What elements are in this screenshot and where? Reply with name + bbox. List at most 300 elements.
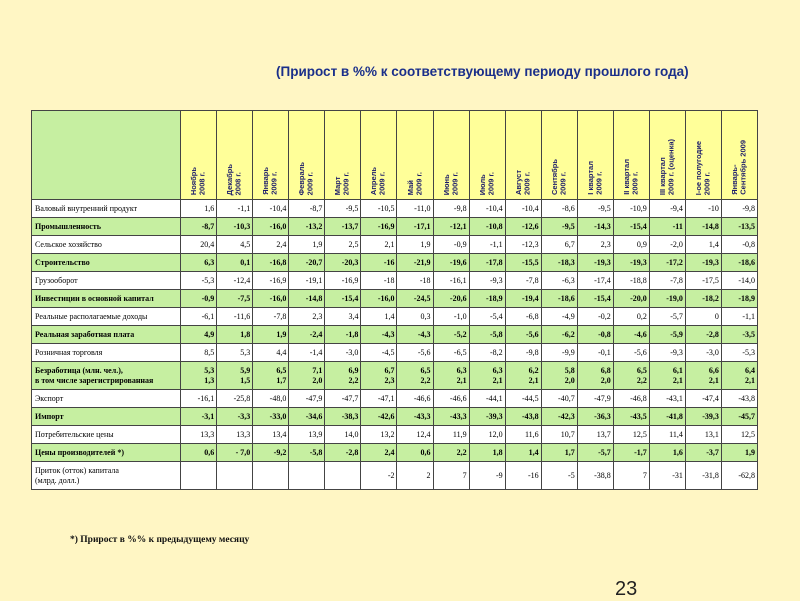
- table-row: [32, 390, 758, 408]
- table-cell: -19,1: [289, 272, 325, 290]
- column-header-label: I квартал 2009 г.: [585, 161, 604, 195]
- column-header-label: Ноябрь 2008 г.: [189, 166, 207, 195]
- table-cell: -39,3: [469, 408, 505, 426]
- table-cell: -10,4: [253, 200, 289, 218]
- table-cell: -0,2: [577, 308, 613, 326]
- table-cell: 6,6 2,1: [685, 362, 721, 390]
- table-cell: -46,6: [433, 390, 469, 408]
- table-cell: [289, 462, 325, 490]
- table-cell: -3,5: [721, 326, 757, 344]
- table-cell: 6,5 2,2: [613, 362, 649, 390]
- table-cell: -11,6: [217, 308, 253, 326]
- table-cell: -43,3: [397, 408, 433, 426]
- table-cell: 4,9: [181, 326, 217, 344]
- table-cell: 2,3: [577, 236, 613, 254]
- table-cell: -19,0: [649, 290, 685, 308]
- column-header-label: Январь 2009 г.: [261, 167, 279, 195]
- table-cell: -45,7: [721, 408, 757, 426]
- table-cell: 10,7: [541, 426, 577, 444]
- table-cell: -14,0: [721, 272, 757, 290]
- table-cell: 20,4: [181, 236, 217, 254]
- table-cell: -1,1: [217, 200, 253, 218]
- table-cell: -8,7: [289, 200, 325, 218]
- table-row: [32, 254, 758, 272]
- table-cell: 1,4: [361, 308, 397, 326]
- table-cell: 13,3: [217, 426, 253, 444]
- table-cell: -9,5: [325, 200, 361, 218]
- table-cell: -8,7: [181, 218, 217, 236]
- table-cell: -0,1: [577, 344, 613, 362]
- row-label: Приток (отток) капитала (млрд. долл.): [32, 462, 181, 490]
- row-label: Промышленность: [32, 218, 181, 236]
- table-cell: -47,9: [577, 390, 613, 408]
- table-row: [32, 408, 758, 426]
- column-header: [613, 111, 649, 200]
- table-cell: 4,5: [217, 236, 253, 254]
- row-label: Импорт: [32, 408, 181, 426]
- table-row: [32, 344, 758, 362]
- table-cell: -48,0: [253, 390, 289, 408]
- column-header: [685, 111, 721, 200]
- table-cell: -3,7: [685, 444, 721, 462]
- table-cell: -12,6: [505, 218, 541, 236]
- table-cell: -17,5: [685, 272, 721, 290]
- row-label: Сельское хозяйство: [32, 236, 181, 254]
- table-cell: 0,6: [181, 444, 217, 462]
- table-cell: -19,6: [433, 254, 469, 272]
- row-label: Инвестиции в основной капитал: [32, 290, 181, 308]
- header-corner: [32, 111, 181, 200]
- table-cell: 1,8: [217, 326, 253, 344]
- column-header: [325, 111, 361, 200]
- table-cell: -47,9: [289, 390, 325, 408]
- table-cell: -9,2: [253, 444, 289, 462]
- row-label: Цены производителей *): [32, 444, 181, 462]
- table-cell: -40,7: [541, 390, 577, 408]
- footnote: *) Прирост в %% к предыдущему месяцу: [70, 535, 250, 545]
- table-cell: -9,9: [541, 344, 577, 362]
- table-cell: 12,5: [613, 426, 649, 444]
- table-cell: -1,0: [433, 308, 469, 326]
- table-cell: 6,5 1,7: [253, 362, 289, 390]
- column-header-label: Апрель 2009 г.: [369, 166, 387, 195]
- table-cell: -0,9: [433, 236, 469, 254]
- column-header-label: Август 2009 г.: [513, 170, 532, 195]
- table-cell: 11,9: [433, 426, 469, 444]
- table-cell: 0,1: [217, 254, 253, 272]
- table-cell: 7: [433, 462, 469, 490]
- table-cell: 1,9: [289, 236, 325, 254]
- table-cell: -47,7: [325, 390, 361, 408]
- column-header-label: Январь- Сентябрь 2009: [729, 140, 748, 195]
- page-number: 23: [615, 578, 638, 600]
- table-cell: -16: [361, 254, 397, 272]
- table-cell: -9,3: [649, 344, 685, 362]
- table-cell: -18,8: [613, 272, 649, 290]
- column-header-label: Сентябрь 2009 г.: [549, 159, 568, 195]
- table-cell: -20,0: [613, 290, 649, 308]
- row-label: Экспорт: [32, 390, 181, 408]
- column-header: [577, 111, 613, 200]
- table-cell: -36,3: [577, 408, 613, 426]
- table-cell: 6,8 2,0: [577, 362, 613, 390]
- table-cell: 2,5: [325, 236, 361, 254]
- table-cell: -7,5: [217, 290, 253, 308]
- table-cell: -7,8: [253, 308, 289, 326]
- table-cell: -12,3: [505, 236, 541, 254]
- table-cell: -2,0: [649, 236, 685, 254]
- table-cell: -3,3: [217, 408, 253, 426]
- row-label: Строительство: [32, 254, 181, 272]
- column-header-label: II квартал 2009 г.: [621, 159, 640, 195]
- table-cell: -43,3: [433, 408, 469, 426]
- table-row: [32, 218, 758, 236]
- table-cell: 6,1 2,1: [649, 362, 685, 390]
- table-cell: -33,0: [253, 408, 289, 426]
- table-cell: 1,9: [397, 236, 433, 254]
- table-cell: -38,3: [325, 408, 361, 426]
- column-header-label: III квартал 2009 г. (оценка): [657, 138, 676, 195]
- table-cell: -5,9: [649, 326, 685, 344]
- table-cell: -15,4: [613, 218, 649, 236]
- table-cell: -10,9: [613, 200, 649, 218]
- table-cell: -1,8: [325, 326, 361, 344]
- table-cell: -5,3: [181, 272, 217, 290]
- table-cell: 1,4: [505, 444, 541, 462]
- table-cell: -18,9: [721, 290, 757, 308]
- column-header: [181, 111, 217, 200]
- table-cell: -43,1: [649, 390, 685, 408]
- table-cell: -7,8: [505, 272, 541, 290]
- table-cell: -1,4: [289, 344, 325, 362]
- table-cell: -10,3: [217, 218, 253, 236]
- table-cell: 13,7: [577, 426, 613, 444]
- column-header-label: Февраль 2009 г.: [297, 161, 315, 195]
- table-cell: -5,6: [505, 326, 541, 344]
- table-cell: 4,4: [253, 344, 289, 362]
- table-cell: 12,4: [397, 426, 433, 444]
- table-cell: 13,2: [361, 426, 397, 444]
- column-header: [541, 111, 577, 200]
- table-cell: -16,0: [361, 290, 397, 308]
- column-header-label: Май 2009 г.: [405, 171, 423, 195]
- column-header-label: Март 2009 г.: [333, 171, 351, 195]
- table-cell: -15,4: [577, 290, 613, 308]
- table-cell: 1,4: [685, 236, 721, 254]
- table-cell: 2: [397, 462, 433, 490]
- table-cell: 2,4: [253, 236, 289, 254]
- table-cell: 1,6: [181, 200, 217, 218]
- table-cell: 0: [685, 308, 721, 326]
- page-title: (Прирост в %% к соответствующему периоду прошлого года): [276, 64, 689, 79]
- table-cell: -17,1: [397, 218, 433, 236]
- table-cell: 14,0: [325, 426, 361, 444]
- column-header: [217, 111, 253, 200]
- table-cell: -12,1: [433, 218, 469, 236]
- table-cell: -18,9: [469, 290, 505, 308]
- table-cell: 12,5: [721, 426, 757, 444]
- table-cell: -13,7: [325, 218, 361, 236]
- table-cell: -15,5: [505, 254, 541, 272]
- table-cell: -9,4: [649, 200, 685, 218]
- table-row: [32, 362, 758, 390]
- table-cell: 1,8: [469, 444, 505, 462]
- row-label: Розничная торговля: [32, 344, 181, 362]
- table-cell: -2,8: [325, 444, 361, 462]
- table-cell: -8,6: [541, 200, 577, 218]
- table-cell: -18,3: [541, 254, 577, 272]
- table-cell: -13,5: [721, 218, 757, 236]
- table-cell: 0,6: [397, 444, 433, 462]
- table-cell: 6,3 2,1: [433, 362, 469, 390]
- table-cell: -16,9: [325, 272, 361, 290]
- table-cell: -4,6: [613, 326, 649, 344]
- column-header: [361, 111, 397, 200]
- table-row: [32, 462, 758, 490]
- table-cell: 0,3: [397, 308, 433, 326]
- column-header: [649, 111, 685, 200]
- table-cell: -5,4: [469, 308, 505, 326]
- table-cell: -9,5: [541, 218, 577, 236]
- table-cell: -19,4: [505, 290, 541, 308]
- table-cell: 6,7 2,3: [361, 362, 397, 390]
- table-cell: -21,9: [397, 254, 433, 272]
- table-cell: -62,8: [721, 462, 757, 490]
- table-cell: -15,4: [325, 290, 361, 308]
- table-row: [32, 426, 758, 444]
- table-cell: -5: [541, 462, 577, 490]
- table-cell: - 7,0: [217, 444, 253, 462]
- table-row: [32, 272, 758, 290]
- table-cell: -41,8: [649, 408, 685, 426]
- table-cell: 6,3 2,1: [469, 362, 505, 390]
- table-cell: -10,4: [469, 200, 505, 218]
- row-label: Реальная заработная плата: [32, 326, 181, 344]
- table-cell: -10,5: [361, 200, 397, 218]
- table-cell: -10,4: [505, 200, 541, 218]
- column-header: [721, 111, 757, 200]
- table-cell: -20,7: [289, 254, 325, 272]
- table-cell: 7: [613, 462, 649, 490]
- table-cell: -46,6: [397, 390, 433, 408]
- table-cell: -12,4: [217, 272, 253, 290]
- table-cell: -5,7: [577, 444, 613, 462]
- table-cell: -3,0: [325, 344, 361, 362]
- table-cell: 1,9: [721, 444, 757, 462]
- column-header-label: Декабрь 2008 г.: [225, 163, 243, 195]
- table-cell: -9,8: [433, 200, 469, 218]
- table-cell: -9,3: [469, 272, 505, 290]
- table-cell: -18,2: [685, 290, 721, 308]
- table-row: [32, 444, 758, 462]
- table-cell: -9,8: [721, 200, 757, 218]
- column-header-label: Июль 2009 г.: [477, 171, 496, 195]
- table-cell: 13,1: [685, 426, 721, 444]
- table-cell: -2,4: [289, 326, 325, 344]
- table-row: [32, 326, 758, 344]
- table-cell: -6,8: [505, 308, 541, 326]
- table-cell: -8,2: [469, 344, 505, 362]
- table-cell: -19,3: [685, 254, 721, 272]
- row-label: Реальные располагаемые доходы: [32, 308, 181, 326]
- table-cell: -5,3: [721, 344, 757, 362]
- table-cell: -16,9: [253, 272, 289, 290]
- table-cell: -6,3: [541, 272, 577, 290]
- table-cell: 2,3: [289, 308, 325, 326]
- table-cell: -2,8: [685, 326, 721, 344]
- table-cell: -5,8: [469, 326, 505, 344]
- table-cell: -5,2: [433, 326, 469, 344]
- table-cell: -16,0: [253, 218, 289, 236]
- table-cell: 0,2: [613, 308, 649, 326]
- column-header-label: Июнь 2009 г.: [441, 171, 460, 195]
- table-cell: -1,7: [613, 444, 649, 462]
- table-cell: 11,6: [505, 426, 541, 444]
- column-header: [505, 111, 541, 200]
- table-cell: -16,1: [181, 390, 217, 408]
- table-cell: -42,3: [541, 408, 577, 426]
- table-row: [32, 200, 758, 218]
- table-cell: -6,2: [541, 326, 577, 344]
- row-label: Потребительские цены: [32, 426, 181, 444]
- table-cell: -0,8: [721, 236, 757, 254]
- table-cell: -9: [469, 462, 505, 490]
- table-row: [32, 290, 758, 308]
- table-cell: 6,7: [541, 236, 577, 254]
- table-cell: 13,4: [253, 426, 289, 444]
- table-cell: 6,4 2,1: [721, 362, 757, 390]
- table-row: [32, 236, 758, 254]
- table-cell: 7,1 2,0: [289, 362, 325, 390]
- column-header: [253, 111, 289, 200]
- table-cell: -1,1: [469, 236, 505, 254]
- table-cell: -24,5: [397, 290, 433, 308]
- table-cell: [325, 462, 361, 490]
- table-cell: -47,1: [361, 390, 397, 408]
- table-cell: 6,9 2,2: [325, 362, 361, 390]
- table-cell: 2,2: [433, 444, 469, 462]
- table-cell: -14,8: [685, 218, 721, 236]
- table-cell: -6,1: [181, 308, 217, 326]
- table-cell: -20,3: [325, 254, 361, 272]
- row-label: Валовый внутренний продукт: [32, 200, 181, 218]
- table-cell: -10,8: [469, 218, 505, 236]
- table-cell: -17,8: [469, 254, 505, 272]
- table-cell: -44,5: [505, 390, 541, 408]
- table-cell: -47,4: [685, 390, 721, 408]
- table-cell: -34,6: [289, 408, 325, 426]
- table-cell: -5,6: [613, 344, 649, 362]
- table-cell: 12,0: [469, 426, 505, 444]
- table-cell: -43,5: [613, 408, 649, 426]
- table-cell: -20,6: [433, 290, 469, 308]
- table-cell: 11,4: [649, 426, 685, 444]
- table-cell: -16,9: [361, 218, 397, 236]
- table-cell: 1,7: [541, 444, 577, 462]
- table-cell: 2,4: [361, 444, 397, 462]
- table-cell: -3,0: [685, 344, 721, 362]
- column-header: [433, 111, 469, 200]
- table-cell: 1,6: [649, 444, 685, 462]
- table-row: [32, 308, 758, 326]
- table-cell: 5,3 1,3: [181, 362, 217, 390]
- table-cell: -17,2: [649, 254, 685, 272]
- indicators-table: [31, 110, 758, 490]
- column-header: [469, 111, 505, 200]
- table-cell: -16,1: [433, 272, 469, 290]
- table-cell: 5,9 1,5: [217, 362, 253, 390]
- table-cell: -31: [649, 462, 685, 490]
- table-cell: -10: [685, 200, 721, 218]
- table-cell: -5,7: [649, 308, 685, 326]
- table-cell: 5,3: [217, 344, 253, 362]
- table-cell: 13,9: [289, 426, 325, 444]
- indicators-table-body: [32, 111, 758, 490]
- table-cell: -18: [361, 272, 397, 290]
- header-row: [32, 111, 758, 200]
- table-cell: -16,8: [253, 254, 289, 272]
- table-cell: -9,5: [577, 200, 613, 218]
- table-cell: 6,3: [181, 254, 217, 272]
- table-cell: -1,1: [721, 308, 757, 326]
- table-cell: 3,4: [325, 308, 361, 326]
- table-cell: -4,3: [361, 326, 397, 344]
- row-label: Грузооборот: [32, 272, 181, 290]
- table-cell: 2,1: [361, 236, 397, 254]
- table-cell: -6,5: [433, 344, 469, 362]
- table-cell: -19,3: [577, 254, 613, 272]
- table-cell: -4,5: [361, 344, 397, 362]
- table-cell: -4,3: [397, 326, 433, 344]
- table-cell: 1,9: [253, 326, 289, 344]
- column-header-label: I-ое полугодие 2009 г.: [693, 140, 712, 195]
- row-label: Безработица (млн. чел.), в том числе зарегистрированная: [32, 362, 181, 390]
- table-cell: -0,8: [577, 326, 613, 344]
- table-cell: -18,6: [721, 254, 757, 272]
- table-cell: -16,0: [253, 290, 289, 308]
- table-cell: -11: [649, 218, 685, 236]
- table-cell: 13,3: [181, 426, 217, 444]
- table-cell: 8,5: [181, 344, 217, 362]
- table-cell: [253, 462, 289, 490]
- table-cell: -18: [397, 272, 433, 290]
- table-cell: -14,3: [577, 218, 613, 236]
- table-cell: -14,8: [289, 290, 325, 308]
- table-cell: -18,6: [541, 290, 577, 308]
- table-cell: -17,4: [577, 272, 613, 290]
- table-cell: -2: [361, 462, 397, 490]
- table-cell: -5,8: [289, 444, 325, 462]
- table-cell: -7,8: [649, 272, 685, 290]
- table-cell: [181, 462, 217, 490]
- table-cell: -3,1: [181, 408, 217, 426]
- table-cell: -44,1: [469, 390, 505, 408]
- table-cell: -16: [505, 462, 541, 490]
- table-cell: -46,8: [613, 390, 649, 408]
- table-cell: -9,8: [505, 344, 541, 362]
- table-cell: -19,3: [613, 254, 649, 272]
- table-cell: 5,8 2,0: [541, 362, 577, 390]
- table-cell: 0,9: [613, 236, 649, 254]
- table-cell: -43,8: [721, 390, 757, 408]
- column-header: [289, 111, 325, 200]
- column-header: [397, 111, 433, 200]
- table-cell: [217, 462, 253, 490]
- table-cell: -31,8: [685, 462, 721, 490]
- table-cell: -0,9: [181, 290, 217, 308]
- table-cell: -38,8: [577, 462, 613, 490]
- table-cell: -5,6: [397, 344, 433, 362]
